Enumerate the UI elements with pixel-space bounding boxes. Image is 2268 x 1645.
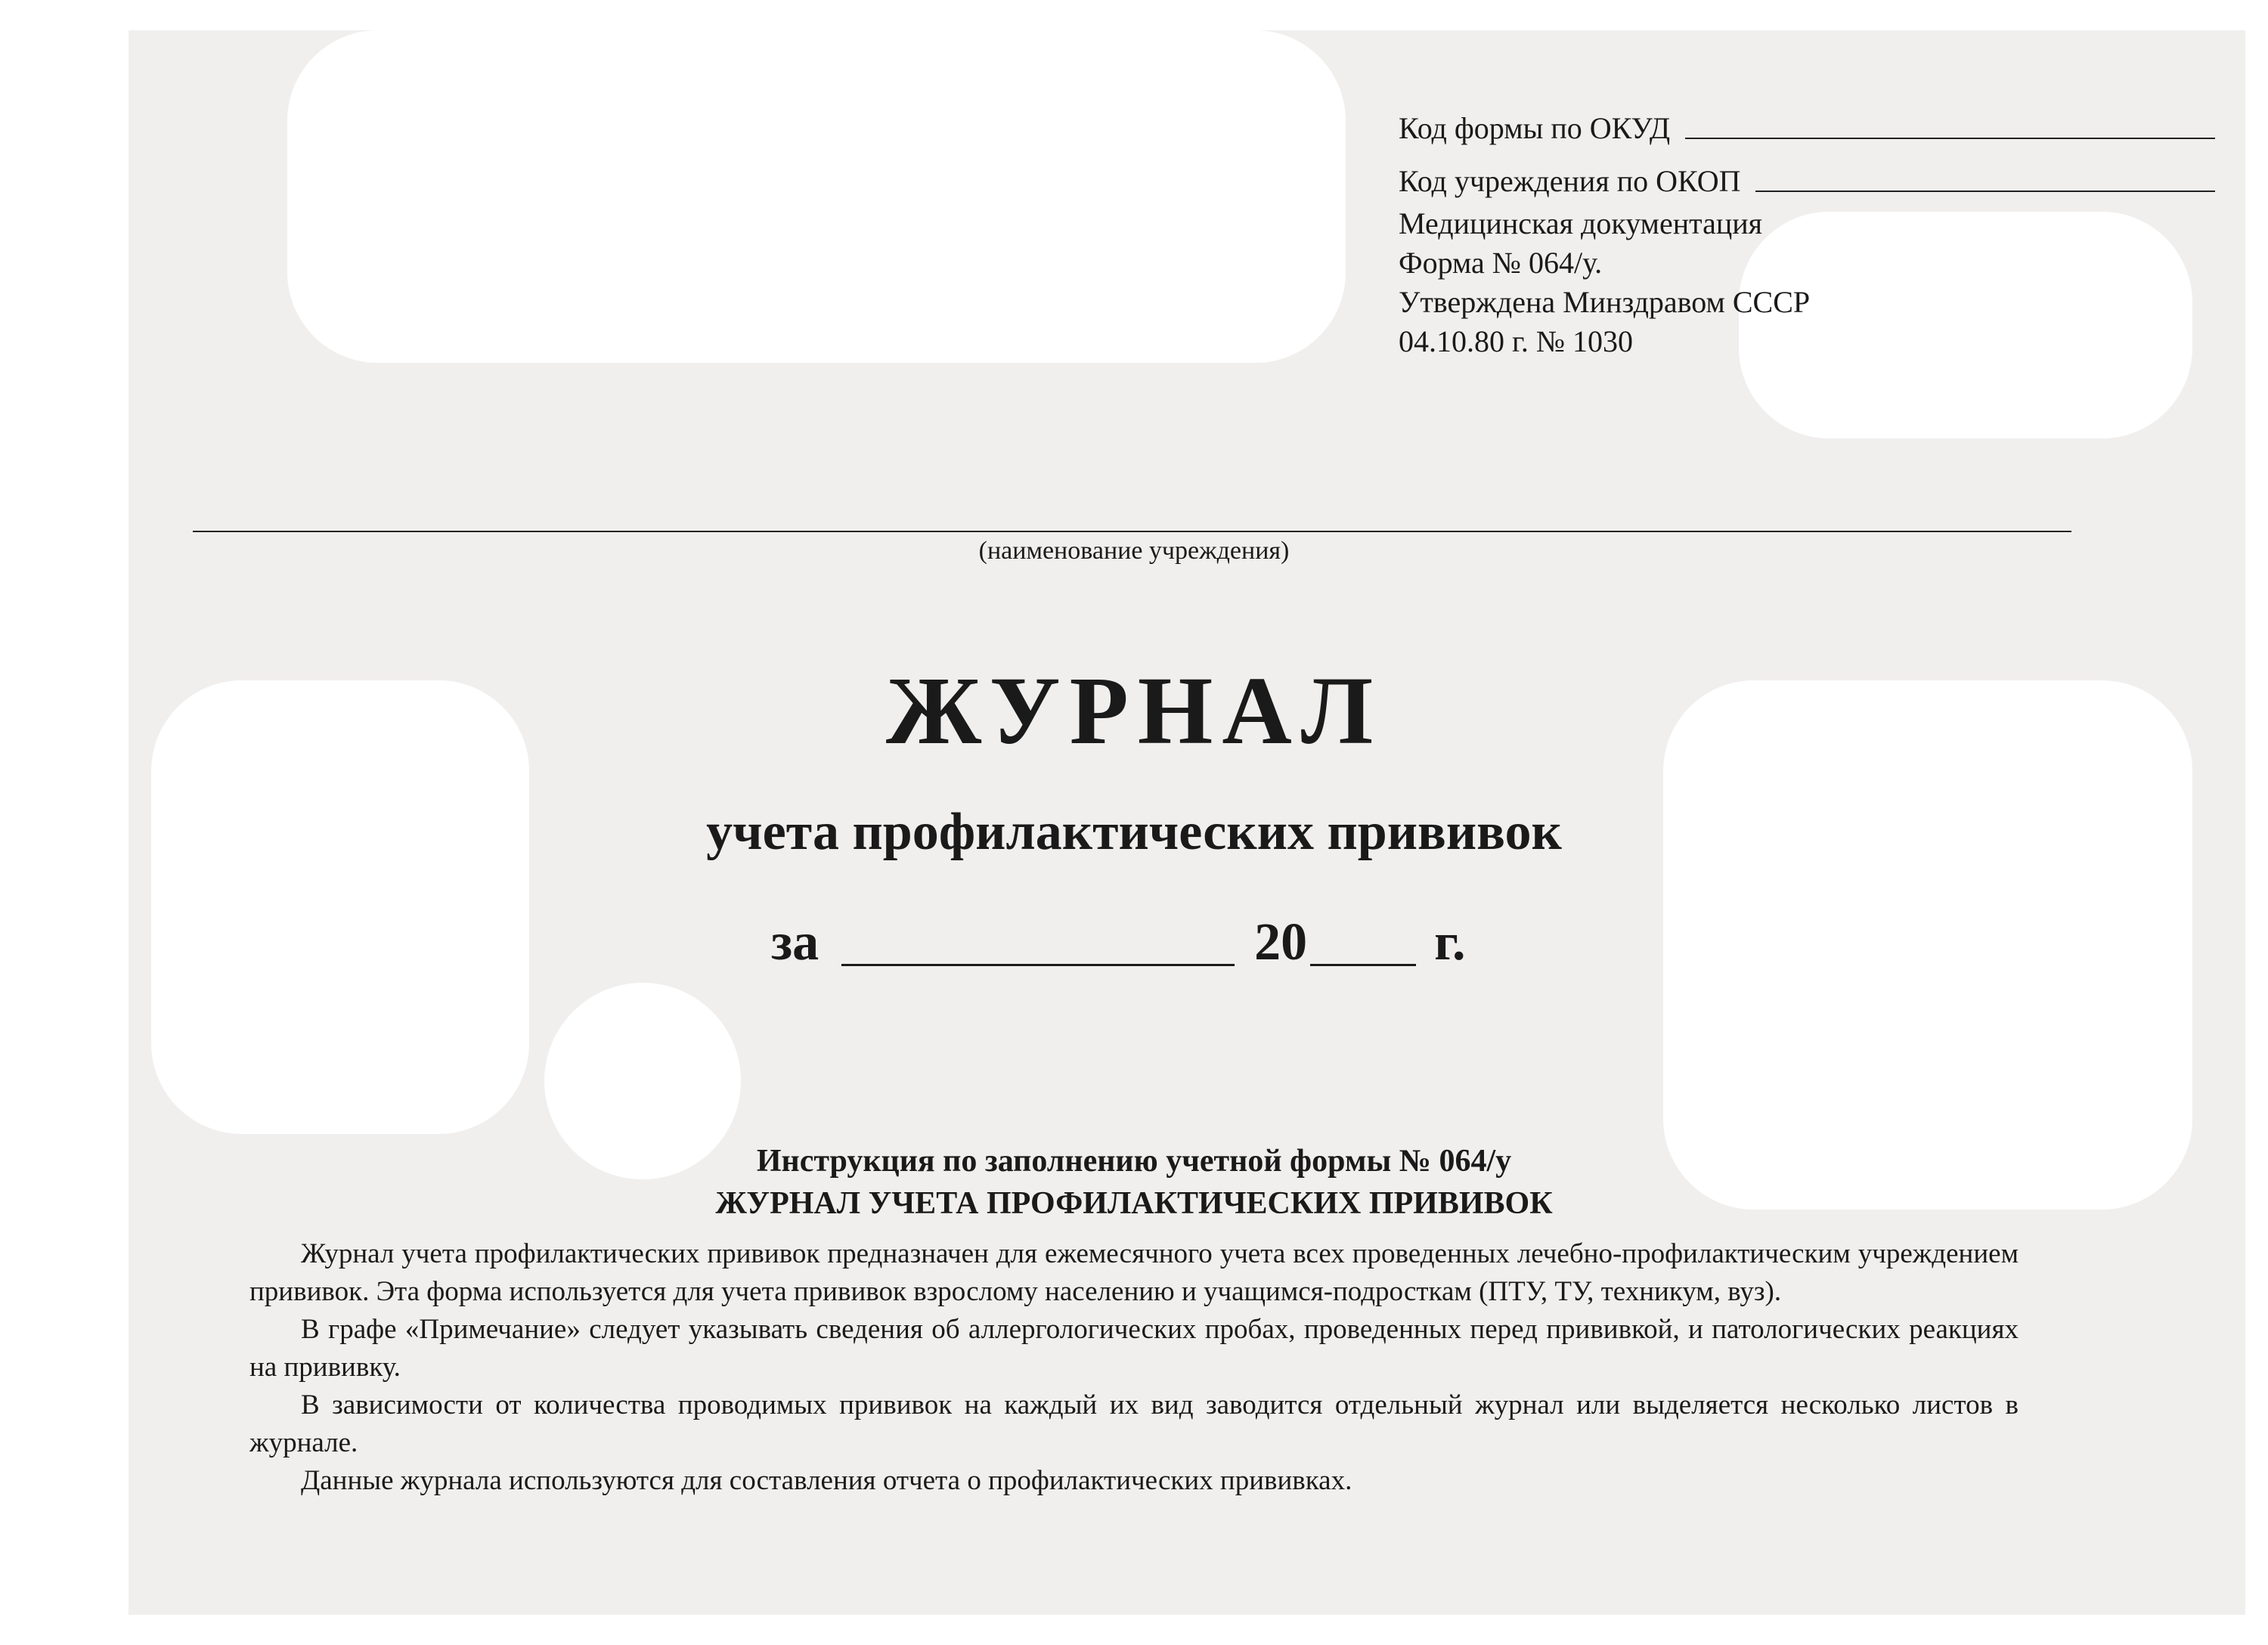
okop-label: Код учреждения по ОКОП <box>1399 164 1741 198</box>
redaction-mask-top <box>287 30 1346 363</box>
institution-name-field[interactable] <box>193 531 2071 532</box>
okud-row <box>1399 95 2215 148</box>
form-number: Форма № 064/у. <box>1399 246 1603 280</box>
journal-subtitle: учета профилактических прививок <box>706 803 1562 861</box>
year-prefix: 20 <box>1254 913 1308 971</box>
instructions-paragraph: В графе «Примечание» следует указывать сведения об аллергологических пробах, проведенных перед прививкой, и патологических реакциях на прививку. <box>249 1314 2019 1383</box>
instructions-title-line2: ЖУРНАЛ УЧЕТА ПРОФИЛАКТИЧЕСКИХ ПРИВИВОК <box>715 1186 1553 1221</box>
approved-date: 04.10.80 г. № 1030 <box>1399 324 1634 358</box>
approved-by: Утверждена Минздравом СССР <box>1399 285 1811 319</box>
okud-field[interactable] <box>1685 138 2215 139</box>
okop-field[interactable] <box>1755 191 2215 192</box>
okop-row <box>1399 148 2215 201</box>
period-field[interactable] <box>841 919 1235 966</box>
period-prefix: за <box>771 913 820 971</box>
instructions-title <box>0 1140 2268 1225</box>
form-header <box>1399 95 2215 361</box>
instructions-body <box>249 1235 2019 1500</box>
year-field[interactable] <box>1310 919 1416 966</box>
instructions-paragraph: В зависимости от количества проводимых прививок на каждый их вид заводится отдельный журнал или выделяется несколько листов в журнале. <box>249 1389 2019 1458</box>
instructions-paragraph: Журнал учета профилактических прививок предназначен для ежемесячного учета всех проведенных лечебно-профилактическим учреждением прививок. Эта форма используется для учета прививок взрослому населению и учащимся-подросткам (ПТУ, ТУ, техникум, вуз). <box>249 1238 2019 1307</box>
journal-title: ЖУРНАЛ <box>885 657 1383 764</box>
doc-type: Медицинская документация <box>1399 206 1763 240</box>
instructions-title-line1: Инструкция по заполнению учетной формы № 064/у <box>756 1144 1512 1179</box>
journal-period <box>771 909 1466 977</box>
instructions-paragraph: Данные журнала используются для составления отчета о профилактических прививках. <box>301 1465 1352 1496</box>
okud-label: Код формы по ОКУД <box>1399 111 1671 145</box>
institution-caption: (наименование учреждения) <box>978 537 1290 565</box>
year-suffix: г. <box>1434 913 1466 971</box>
form-approval-note <box>1399 204 2215 361</box>
